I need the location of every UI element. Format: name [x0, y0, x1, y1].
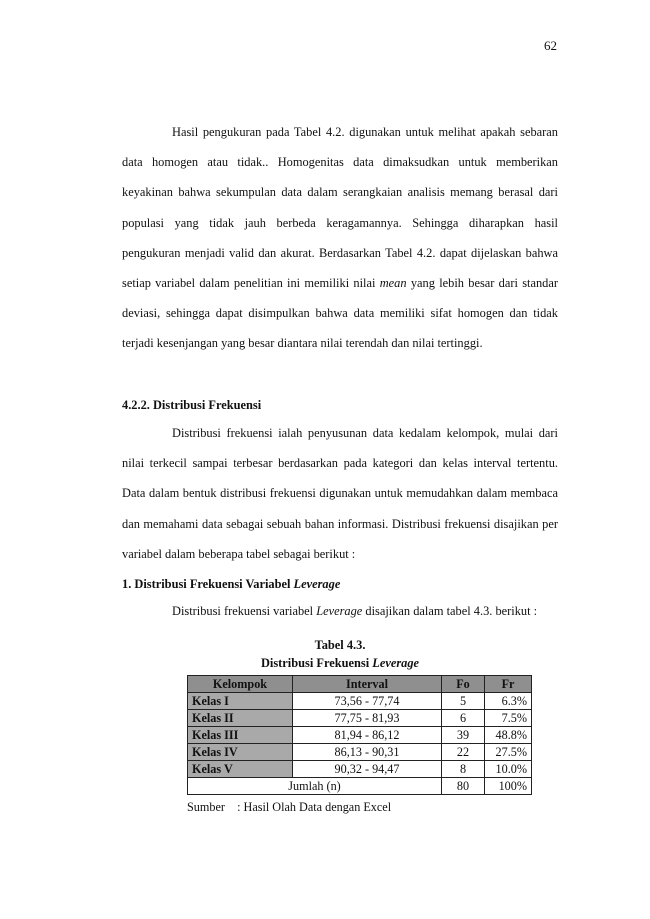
cell-fr: 10.0% [485, 761, 532, 778]
paragraph-distribution-text: Distribusi frekuensi ialah penyusunan data kedalam kelompok, mulai dari nilai terkecil sampai terbesar berdasarkan pada kategori dan kelas interval tertentu. Data dalam bentuk distribusi frekuensi digunakan untuk memudahkan dalam membaca dan memahami data sebagai sebuah bahan informasi. Distribusi frekuensi disajikan per variabel dalam beberapa tabel sebagai berikut : [122, 426, 558, 561]
cell-fo: 8 [442, 761, 485, 778]
cell-kelompok: Kelas V [188, 761, 293, 778]
subheading-prefix: 1. Distribusi Frekuensi Variabel [122, 577, 294, 591]
paragraph-homogeneity-text-1: Hasil pengukuran pada Tabel 4.2. digunakan untuk melihat apakah sebaran data homogen atau tidak.. Homogenitas data dimaksudkan untuk memberikan keyakinan bahwa sekumpulan data dalam serangkaian analisis memang berasal dari populasi yang tidak jauh berbeda keragamannya. Sehingga diharapkan hasil pengukuran menjadi valid dan akurat. Berdasarkan Tabel 4.2. dapat dijelaskan bahwa setiap variabel dalam penelitian ini memiliki nilai [122, 125, 558, 291]
table-caption-title [122, 654, 558, 672]
cell-fr: 48.8% [485, 727, 532, 744]
table-row [188, 744, 532, 761]
intro-before: Distribusi frekuensi variabel [172, 604, 317, 618]
paragraph-distribution [122, 418, 558, 569]
page-number: 62 [544, 38, 557, 53]
paragraph-table-intro [122, 596, 558, 626]
subheading-italic: Leverage [293, 577, 341, 591]
header-fo: Fo [442, 676, 485, 693]
intro-italic: Leverage [316, 604, 363, 618]
header-interval: Interval [293, 676, 442, 693]
cell-interval: 77,75 - 81,93 [293, 710, 442, 727]
cell-fr: 6.3% [485, 693, 532, 710]
cell-kelompok: Kelas II [188, 710, 293, 727]
table-row [188, 710, 532, 727]
cell-kelompok: Kelas I [188, 693, 293, 710]
paragraph-homogeneity-text-2: yang lebih besar dari standar deviasi, sehingga dapat disimpulkan bahwa data memiliki sifat homogen dan tidak terjadi kesenjangan yang besar diantara nilai terendah dan nilai tertinggi. [122, 276, 558, 351]
cell-fo: 39 [442, 727, 485, 744]
paragraph-homogeneity [122, 117, 558, 359]
intro-after: disajikan dalam tabel 4.3. berikut : [362, 604, 538, 618]
subheading-leverage [122, 571, 558, 597]
table-header-row [188, 676, 532, 693]
table-row [188, 693, 532, 710]
total-fr: 100% [485, 778, 532, 795]
header-kelompok: Kelompok [188, 676, 293, 693]
cell-interval: 81,94 - 86,12 [293, 727, 442, 744]
total-fo: 80 [442, 778, 485, 795]
cell-fo: 22 [442, 744, 485, 761]
cell-interval: 86,13 - 90,31 [293, 744, 442, 761]
caption-italic: Leverage [372, 656, 420, 670]
cell-kelompok: Kelas III [188, 727, 293, 744]
table-caption-number: Tabel 4.3. [314, 638, 366, 652]
cell-interval: 90,32 - 94,47 [293, 761, 442, 778]
cell-fo: 5 [442, 693, 485, 710]
table-source: Sumber : Hasil Olah Data dengan Excel [187, 800, 392, 814]
cell-interval: 73,56 - 77,74 [293, 693, 442, 710]
cell-fo: 6 [442, 710, 485, 727]
mean-term: mean [379, 276, 407, 291]
frequency-table [187, 675, 532, 795]
table-row [188, 761, 532, 778]
table-row [188, 727, 532, 744]
total-label: Jumlah (n) [188, 778, 442, 795]
header-fr: Fr [485, 676, 532, 693]
section-heading: 4.2.2. Distribusi Frekuensi [122, 398, 262, 412]
cell-fr: 7.5% [485, 710, 532, 727]
cell-fr: 27.5% [485, 744, 532, 761]
cell-kelompok: Kelas IV [188, 744, 293, 761]
caption-prefix: Distribusi Frekuensi [260, 656, 373, 670]
table-total-row [188, 778, 532, 795]
